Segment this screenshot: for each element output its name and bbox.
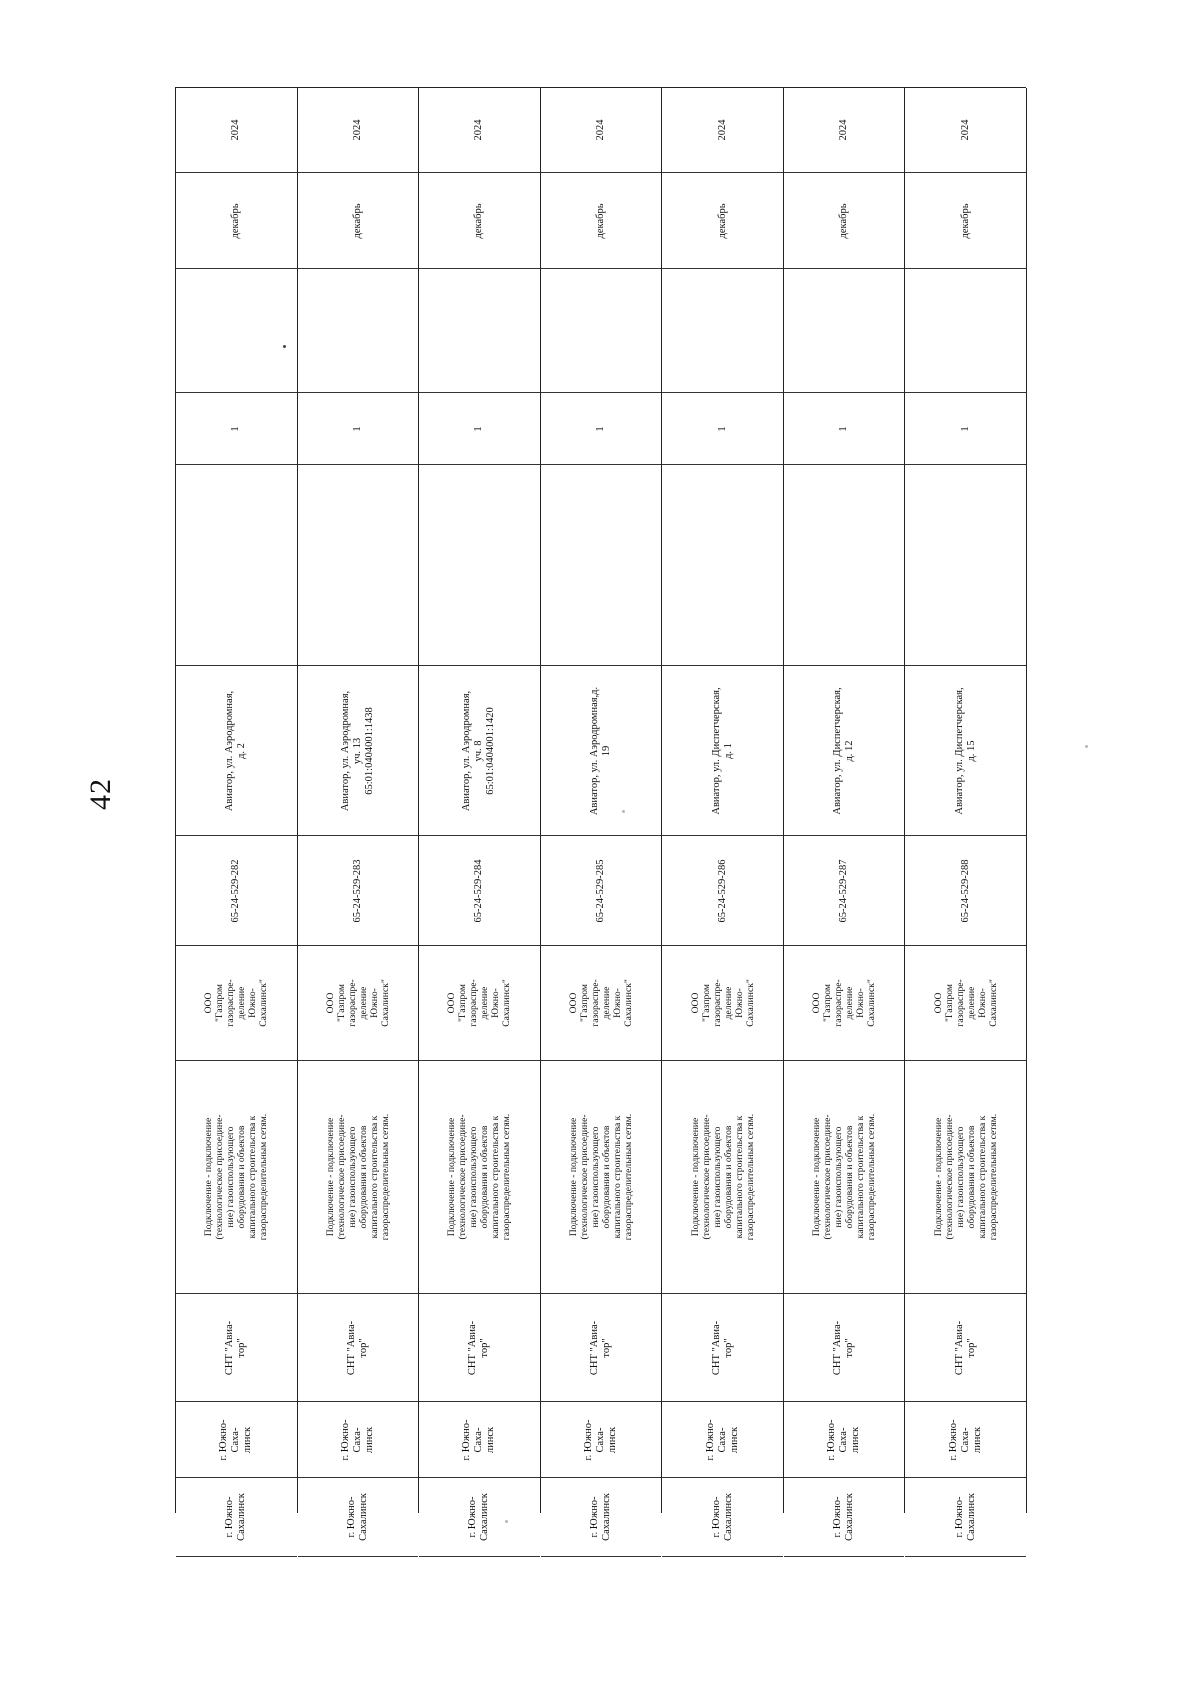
cell-text-locality: г. Южно- Саха- линск [339,1419,375,1460]
cell-text-month: декабрь [473,203,485,238]
cell-object [905,1294,1026,1402]
cell-text-year: 2024 [716,119,728,141]
cell-year [176,88,297,173]
cell-text-org: ООО "Газпром газораспре- деление Южно- Сахалинск" [932,979,999,1027]
scan-speck [505,1520,508,1523]
cell-empty2 [662,269,783,393]
cell-text-org: ООО "Газпром газораспре- деление Южно- Сахалинск" [203,979,270,1027]
cell-year [905,88,1026,173]
cell-text-org: ООО "Газпром газораспре- деление Южно- Сахалинск" [567,979,634,1027]
cell-empty2 [298,269,419,393]
cell-org [784,946,905,1061]
cell-locality [662,1402,783,1478]
cell-text-work: Подключение - подключение (технологическое присоедине- ние) газоиспользующего оборудования и объектов капитального строительства к газораспределительным сетям. [689,1113,756,1241]
cell-district [905,1478,1026,1557]
cell-text-district: г. Южно- Сахалинск [224,1493,248,1541]
cell-text-month: декабрь [594,203,606,238]
cell-text-count: 1 [473,425,485,432]
cell-address [541,666,662,836]
cell-address [419,666,540,836]
cell-district [419,1478,540,1557]
cell-text-count: 1 [716,425,728,432]
cell-text-org: ООО "Газпром газораспре- деление Южно- Сахалинск" [689,979,756,1027]
cell-org [419,946,540,1061]
cell-text-object: СНТ "Авиа- тор" [832,1320,856,1375]
cell-empty1 [176,465,297,666]
cell-org [905,946,1026,1061]
cell-text-org: ООО "Газпром газораспре- деление Южно- Сахалинск" [446,979,513,1027]
cell-text-month: декабрь [838,203,850,238]
cell-text-count: 1 [959,425,971,432]
cell-text-locality: г. Южно- Саха- линск [582,1419,618,1460]
cell-count [662,393,783,465]
cell-object [176,1294,297,1402]
cell-org [662,946,783,1061]
cell-text-code: 65-24-529-286 [716,859,728,922]
cell-text-work: Подключение - подключение (технологическое присоедине- ние) газоиспользующего оборудования и объектов капитального строительства к газораспределительным сетям. [932,1113,999,1241]
cell-text-year: 2024 [473,119,485,141]
cell-text-month: декабрь [230,203,242,238]
cell-object [298,1294,419,1402]
cell-year [541,88,662,173]
cell-address [298,666,419,836]
cell-count [784,393,905,465]
cell-month [419,173,540,269]
cell-text-year: 2024 [959,119,971,141]
cell-text-district: г. Южно- Сахалинск [345,1493,369,1541]
cell-object [419,1294,540,1402]
cell-work [541,1061,662,1294]
cell-district [541,1478,662,1557]
cell-text-locality: г. Южно- Саха- линск [947,1419,983,1460]
cell-org [176,946,297,1061]
cell-district [662,1478,783,1557]
cell-year [298,88,419,173]
cell-object [541,1294,662,1402]
cell-text-locality: г. Южно- Саха- линск [461,1419,497,1460]
cell-empty2 [784,269,905,393]
cell-empty1 [541,465,662,666]
cell-address [176,666,297,836]
cell-code [176,836,297,946]
cell-count [298,393,419,465]
scan-speck [1085,745,1088,748]
cell-text-district: г. Южно- Сахалинск [467,1493,491,1541]
cell-locality [176,1402,297,1478]
cell-text-object: СНТ "Авиа- тор" [467,1320,491,1375]
cell-empty2 [176,269,297,393]
cell-month [905,173,1026,269]
cell-work [419,1061,540,1294]
cell-month [662,173,783,269]
table-row [419,88,541,1541]
cell-code [419,836,540,946]
cell-text-count: 1 [351,425,363,432]
cell-district [784,1478,905,1557]
scan-speck [622,810,625,813]
scan-speck [283,345,286,348]
cell-object [662,1294,783,1402]
cell-text-year: 2024 [230,119,242,141]
cell-work [784,1061,905,1294]
cell-text-work: Подключение - подключение (технологическое присоедине- ние) газоиспользующего оборудования и объектов капитального строительства к газораспределительным сетям. [446,1113,513,1241]
cell-text-year: 2024 [594,119,606,141]
cell-text-org: ООО "Газпром газораспре- деление Южно- Сахалинск" [324,979,391,1027]
cell-text-object: СНТ "Авиа- тор" [953,1320,977,1375]
cell-text-district: г. Южно- Сахалинск [710,1493,734,1541]
cell-code [905,836,1026,946]
cell-text-address: Авиатор, ул. Диспетчерская, д. 15 [953,686,977,815]
cell-month [176,173,297,269]
cell-text-object: СНТ "Авиа- тор" [345,1320,369,1375]
cell-empty2 [419,269,540,393]
cell-count [541,393,662,465]
cell-text-code: 65-24-529-282 [230,859,242,922]
cell-empty2 [905,269,1026,393]
table-row [298,88,420,1541]
cell-text-locality: г. Южно- Саха- линск [826,1419,862,1460]
cell-empty1 [298,465,419,666]
cell-text-count: 1 [838,425,850,432]
cell-text-work: Подключение - подключение (технологическое присоедине- ние) газоиспользующего оборудования и объектов капитального строительства к газораспределительным сетям. [324,1113,391,1241]
cell-text-code: 65-24-529-283 [351,859,363,922]
cell-text-count: 1 [230,425,242,432]
cell-text-object: СНТ "Авиа- тор" [224,1320,248,1375]
cell-work [176,1061,297,1294]
cell-text-object: СНТ "Авиа- тор" [588,1320,612,1375]
table-row [541,88,663,1541]
cell-text-address: Авиатор, ул. Аэродромная,д. 19 [588,686,612,815]
cell-empty1 [784,465,905,666]
cell-locality [419,1402,540,1478]
cell-text-district: г. Южно- Сахалинск [832,1493,856,1541]
cell-locality [541,1402,662,1478]
cell-locality [784,1402,905,1478]
cell-text-locality: г. Южно- Саха- линск [218,1419,254,1460]
cell-empty1 [419,465,540,666]
cell-work [298,1061,419,1294]
cell-address [905,666,1026,836]
cell-object [784,1294,905,1402]
cell-text-address: Авиатор, ул. Аэродромная, уч. 13 65:01:0404001:1438 [339,690,375,811]
cell-count [419,393,540,465]
cell-year [419,88,540,173]
cell-org [298,946,419,1061]
cell-count [905,393,1026,465]
cell-text-year: 2024 [351,119,363,141]
rotated-table [175,87,1026,1541]
cell-text-work: Подключение - подключение (технологическое присоедине- ние) газоиспользующего оборудования и объектов капитального строительства к газораспределительным сетям. [811,1113,878,1241]
cell-year [662,88,783,173]
cell-code [541,836,662,946]
cell-text-month: декабрь [351,203,363,238]
cell-code [784,836,905,946]
cell-text-code: 65-24-529-284 [473,859,485,922]
cell-text-code: 65-24-529-288 [959,859,971,922]
table-row [176,88,298,1541]
cell-work [905,1061,1026,1294]
cell-text-month: декабрь [716,203,728,238]
cell-work [662,1061,783,1294]
cell-text-code: 65-24-529-285 [594,859,606,922]
cell-text-work: Подключение - подключение (технологическое присоедине- ние) газоиспользующего оборудования и объектов капитального строительства к газораспределительным сетям. [203,1113,270,1241]
cell-text-district: г. Южно- Сахалинск [953,1493,977,1541]
cell-locality [298,1402,419,1478]
cell-empty1 [662,465,783,666]
cell-locality [905,1402,1026,1478]
cell-address [662,666,783,836]
cell-code [662,836,783,946]
cell-text-address: Авиатор, ул. Диспетчерская, д. 12 [832,686,856,815]
cell-text-address: Авиатор, ул. Аэродромная, уч. 8 65:01:0404001:1420 [461,690,497,811]
cell-text-work: Подключение - подключение (технологическое присоедине- ние) газоиспользующего оборудования и объектов капитального строительства к газораспределительным сетям. [567,1113,634,1241]
cell-empty1 [905,465,1026,666]
cell-month [298,173,419,269]
cell-text-code: 65-24-529-287 [838,859,850,922]
cell-text-year: 2024 [838,119,850,141]
cell-month [541,173,662,269]
page-number: 42 [84,778,117,810]
cell-text-address: Авиатор, ул. Диспетчерская, д. 1 [710,686,734,815]
table-row [662,88,784,1541]
cell-year [784,88,905,173]
cell-district [298,1478,419,1557]
cell-count [176,393,297,465]
cell-text-month: декабрь [959,203,971,238]
cell-month [784,173,905,269]
cell-text-locality: г. Южно- Саха- линск [704,1419,740,1460]
table-row [784,88,906,1541]
cell-text-address: Авиатор, ул. Аэродромная, д. 2 [224,690,248,811]
cell-empty2 [541,269,662,393]
cell-text-count: 1 [594,425,606,432]
cell-org [541,946,662,1061]
cell-code [298,836,419,946]
cell-text-org: ООО "Газпром газораспре- деление Южно- Сахалинск" [811,979,878,1027]
cell-address [784,666,905,836]
cell-text-district: г. Южно- Сахалинск [588,1493,612,1541]
cell-district [176,1478,297,1557]
cell-text-object: СНТ "Авиа- тор" [710,1320,734,1375]
table-row [905,88,1027,1541]
